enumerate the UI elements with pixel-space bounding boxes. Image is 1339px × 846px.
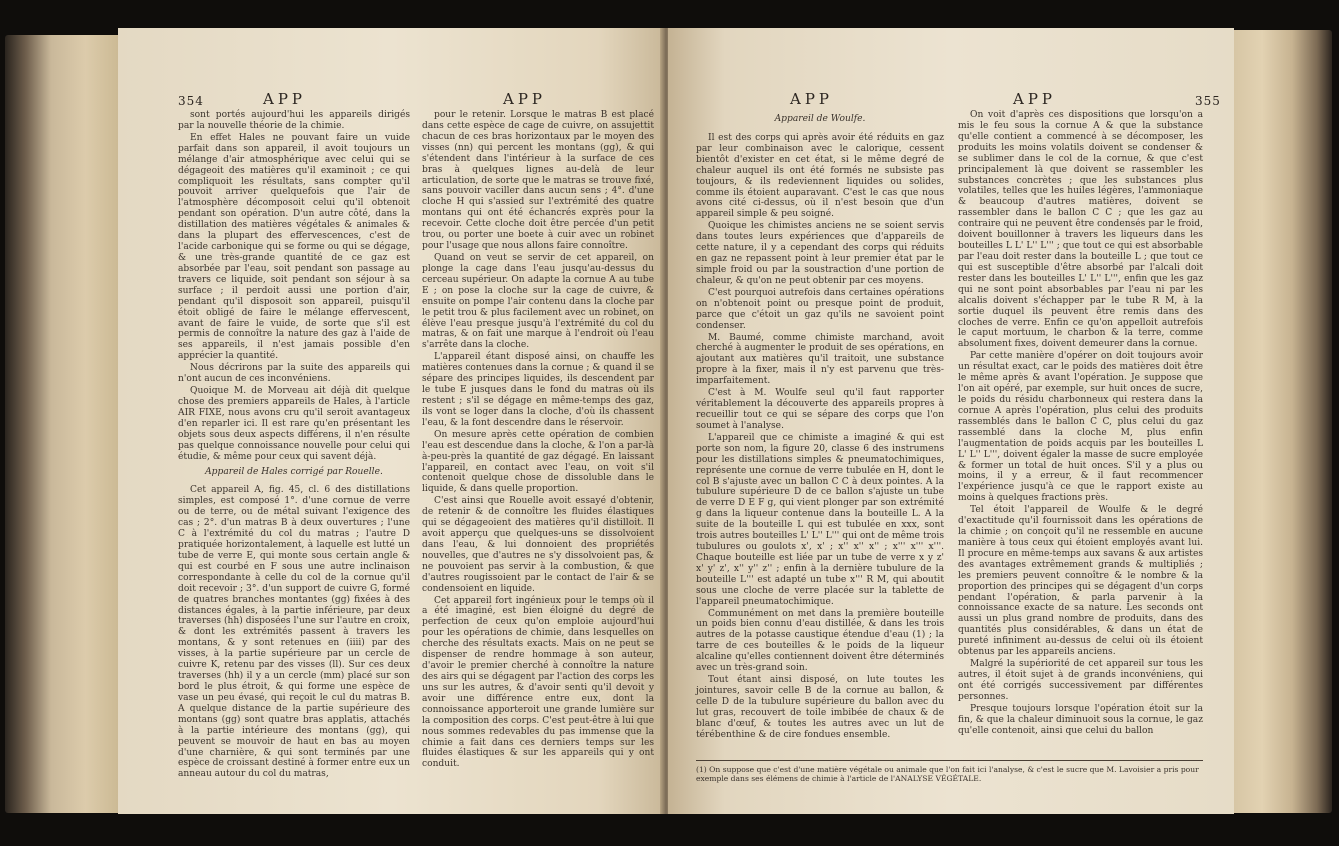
paragraph: Cet appareil A, fig. 45, cl. 6 des distillations simples, est composé 1°. d'une cornue de verre ou de terre, ou de métal suivant l'exigence des cas ; 2°. d'un matras B à deux ouvertures ; l'une C à l'extrémité du col du matras ; l'autre D pratiquée horizontalement, à laquelle est lutté un tube de verre E, qui monte sous certain angle & qui est courbé en F sous une autre inclinaison correspondante à celle du col de la cornue qu'il doit recevoir ; 3°. d'un support de cuivre G, formé de quatres branches montantes (gg) fixées à des distances égales, à la partie inférieure, par deux traverses (hh) disposées l'une sur l'autre en croix, & dont les extrémités passent à travers les montans, & y sont retenues en (iiii) par des visses, à la partie supérieure par un cercle de cuivre K, retenu par des visses (ll). Sur ces deux traverses (hh) il y a un cercle (mm) placé sur son bord le plus étroit, & qui forme une espèce de vase un peu évasé, qui reçoit le cul du matras B. A quelque distance de la partie supérieure des montans (gg) sont quatre bras applatis, attachés à la partie intérieure des montans (gg), qui peuvent se mouvoir de haut en bas au moyen d'une charnière, & qui sont terminés par une espèce de croissant destiné à former entre eux un anneau autour du col du matras, [178, 485, 410, 780]
paragraph: C'est pourquoi autrefois dans certaines opérations on n'obtenoit point ou presque point de produit, parce que c'étoit un gaz qu'ils ne savoient point condenser. [696, 287, 944, 331]
page-number-left: 354 [178, 94, 204, 108]
left-page-column-2 [422, 110, 654, 771]
running-header-right-1: APP [790, 90, 834, 108]
paragraph: C'est à M. Woulfe seul qu'il faut rapporter véritablement la découverte des appareils propres à recueillir tout ce qui se sépare des corps que l'on soumet à l'analyse. [696, 388, 944, 431]
running-header-left-2: APP [503, 90, 547, 108]
paragraph: C'est ainsi que Rouelle avoit essayé d'obtenir, de retenir & de connoître les fluides élastiques qui se dégageoient des matières qu'il distilloit. Il avoit apperçu que quelques-uns se dissolvoient dans l'eau, & lui donnoient des propriétés nouvelles, que d'autres ne s'y dissolvoient pas, & ne pouvoient pas servir à la combustion, & que d'autres rougissoient par le contact de l'air & se condensoient en liquide. [422, 496, 654, 594]
left-page-column-1 [178, 110, 410, 781]
page-number-right: 355 [1195, 94, 1221, 108]
footnote-block [696, 754, 1203, 784]
footnote-rule [696, 760, 1203, 761]
paragraph: Nous décrirons par la suite des appareils qui n'ont aucun de ces inconvéniens. [178, 363, 410, 385]
paragraph: Quoique les chimistes anciens ne se soient servis dans toutes leurs expériences que d'appareils de cette nature, il y a cependant des corps qui réduits en gaz ne repassent point à leur premier état par le simple froid ou par la soustraction d'une portion de chaleur, & qu'on ne peut obtenir par ces moyens. [696, 221, 944, 286]
paragraph: Quand on veut se servir de cet appareil, on plonge la cage dans l'eau jusqu'au-dessus du cerceau supérieur. On adapte la cornue A au tube E ; on pose la cloche sur la cage de cuivre, & ensuite on pompe l'air contenu dans la cloche par le petit trou & plus facilement avec un robinet, on élève l'eau presque jusqu'à l'extrémité du col du matras, & on fait une marque à l'endroit où l'eau s'arrête dans la cloche. [422, 252, 654, 351]
paragraph: Tout étant ainsi disposé, on lute toutes les jointures, savoir celle B de la cornue au ballon, & celle D de la tubulure supérieure du ballon avec du lut gras, recouvert de toile imbibée de chaux & de blanc d'œuf, & toutes les autres avec un lut de térébenthine & de cire fondues ensemble. [696, 675, 944, 740]
paragraph: Tel étoit l'appareil de Woulfe & le degré d'exactitude qu'il fournissoit dans les opérations de la chimie ; on conçoit qu'il ne ressemble en aucune manière à tous ceux qui étoient employés avant lui. Il procure en même-temps aux savans & aux artistes des avantages extrêmement grands & multipliés ; les premiers peuvent connoître & le nombre & la proportion des principes qui se dégagent d'un corps pendant l'opération, & parla parvenir à la connoissance exacte de sa nature. Les seconds ont aussi un plus grand nombre de produits, dans des quantités plus considérables, & dans un état de pureté infiniment au-dessus de celui où ils étoient obtenus par les appareils anciens. [958, 505, 1203, 658]
paragraph: Par cette manière d'opérer on doit toujours avoir un résultat exact, car le poids des matières doit être le même après & avant l'opération. Je suppose que l'on ait opéré, par exemple, sur huit onces de sucre, le poids du résidu charbonneux qui restera dans la cornue A après l'opération, plus celui des produits rassemblés dans le ballon C C, plus celui du gaz rassemblé dans la cloche M, plus enfin l'augmentation de poids acquis par les bouteilles L L' L'' L''', doivent égaler la masse de sucre employée & former un total de huit onces. S'il y a plus ou moins, il y a erreur, & il faut recommencer l'expérience jusqu'à ce que le rapport existe au moins à quelques fractions près. [958, 351, 1203, 504]
running-header-right-2: APP [1013, 90, 1057, 108]
paragraph: En effet Hales ne pouvant faire un vuide parfait dans son appareil, il avoit toujours un mélange d'air atmosphérique avec celui qui se dégageoit des matières qu'il examinoit ; ce qui compliquoit les résultats, sans compter qu'il pouvoit arriver quelquefois que l'air de l'atmosphère décomposoit celui qu'il obtenoit pendant son opération. D'un autre côté, dans la distillation des matières végétales & animales & dans la plupart des effervescences, c'est de l'acide carbonique qui se forme ou qui se dégage, & une très-grande quantité de ce gaz est absorbée par l'eau, soit pendant son passage au travers ce liquide, soit pendant son séjour à sa surface ; il perdoit aussi une portion d'air, pendant qu'il disposoit son appareil, puisqu'il étoit obligé de faire le mélange effervescent, avant de faire le vuide, de sorte que s'il est permis de connoître la nature des gaz à l'aide de ses appareils, il n'est jamais possible d'en apprécier la quantité. [178, 132, 410, 362]
paragraph: Quoique M. de Morveau ait déjà dit quelque chose des premiers appareils de Hales, à l'article AIR FIXE, nous avons cru qu'il seroit avantageux d'en reparler ici. Il est rare qu'en présentant les objets sous deux aspects différens, il n'en résulte pas quelque connoissance nouvelle pour celui qui étudie, & même pour ceux qui savent déjà. [178, 386, 410, 462]
left-page [118, 28, 664, 814]
right-page-column-1 [696, 110, 944, 742]
right-page-column-2 [958, 110, 1203, 738]
paragraph: Il est des corps qui après avoir été réduits en gaz par leur combinaison avec le calorique, cessent bientôt d'exister en cet état, si le même degré de chaleur auquel ils ont été formés ne subsiste pas toujours, & ils redeviennent liquides ou solides, comme ils étoient auparavant. C'est le cas que nous avons cité ci-dessus, où il n'est besoin que d'un appareil simple & peu soigné. [696, 132, 944, 220]
paragraph: On mesure après cette opération de combien l'eau est descendue dans la cloche, & l'on a par-là à-peu-près la quantité de gaz dégagé. En laissant l'appareil, en contact avec l'eau, on voit s'il contenoit quelque chose de dissoluble dans le liquide, & dans quelle proportion. [422, 429, 654, 495]
right-page-edges [1232, 30, 1332, 813]
section-heading: Appareil de Hales corrigé par Rouelle. [205, 466, 383, 477]
paragraph: M. Baumé, comme chimiste marchand, avoit cherché à augmenter le produit de ses opérations, en ajoutant aux matières qu'il traitoit, une substance propre à la fixer, mais il n'y est parvenu que très-imparfaitement. [696, 332, 944, 387]
paragraph: L'appareil étant disposé ainsi, on chauffe les matières contenues dans la cornue ; & quand il se sépare des principes liquides, ils descendent par le tube E jusques dans le fond du matras où ils restent ; s'il se dégage en même-temps des gaz, ils vont se loger dans la cloche, d'où ils chassent l'eau, & la font descendre dans le réservoir. [422, 352, 654, 428]
paragraph: sont portés aujourd'hui les appareils dirigés par la nouvelle théorie de la chimie. [178, 110, 410, 131]
paragraph: Cet appareil fort ingénieux pour le temps où il a été imaginé, est bien éloigné du degré de perfection de ceux qu'on emploie aujourd'hui pour les opérations de chimie, dans lesquelles on cherche des résultats exacts. Mais on ne peut se dispenser de rendre hommage à son auteur, d'avoir le premier cherché à connoître la nature des airs qui se dégagent par l'action des corps les uns sur les autres, & d'avoir senti qu'il devoit y avoir une différence entre eux, dont la connoissance apporteroit une grande lumière sur la composition des corps. C'est peut-être à lui que nous sommes redevables du pas immense que la chimie a fait dans ces derniers temps sur les fluides élastiques & sur les appareils qui y ont conduit. [422, 595, 654, 770]
paragraph: Presque toujours lorsque l'opération étoit sur la fin, & que la chaleur diminuoit sous la cornue, le gaz qu'elle contenoit, ainsi que celui du ballon [958, 703, 1203, 736]
section-heading: Appareil de Woulfe. [774, 114, 866, 124]
left-page-edges [5, 35, 120, 813]
running-header-left-1: APP [263, 90, 307, 108]
footnote: (1) On suppose que c'est d'une matière végétale ou animale que l'on fait ici l'analyse, & c'est le sucre que M. Lavoisier a pris pour exemple dans ses élémens de chimie à l'article de l'ANALYSE VÉGÉTALE. [696, 765, 1199, 784]
paragraph: L'appareil que ce chimiste a imaginé & qui est porte son nom, la figure 20, classe 6 des instrumens pour les distillations simples & pneumatochimiques, représente une cornue de verre tubulée en H, dont le col B s'ajuste avec un ballon C C à deux pointes. A la tubulure supérieure D de ce ballon s'ajuste un tube de verre D E F g, qui vient plonger par son extrémité g dans la liqueur contenue dans la bouteille L. A la suite de la bouteille L qui est tubulée en xxx, sont trois autres bouteilles L' L'' L''' qui ont de même trois tubulures ou goulots x', x' ; x'' x'' x'' ; x''' x''' x'''. Chaque bouteille est liée par un tube de verre x y z' x' y' z', x'' y'' z'' ; enfin à la dernière tubulure de la bouteille L''' est adapté un tube x''' R M, qui aboutit sous une cloche de verre placée sur la tablette de l'appareil pneumatochimique. [696, 432, 944, 607]
paragraph: Communément on met dans la première bouteille un poids bien connu d'eau distillée, & dans les trois autres de la potasse caustique étendue d'eau (1) ; la tarre de ces bouteilles & le poids de la liqueur alcaline qu'elles contiennent doivent être déterminés avec un très-grand soin. [696, 608, 944, 674]
right-page [668, 28, 1234, 814]
paragraph: pour le retenir. Lorsque le matras B est placé dans cette espèce de cage de cuivre, on assujettit chacun de ces bras horizontaux par le moyen des visses (nn) qui percent les montans (gg), & qui s'étendent dans l'intérieur à la surface de ces bras à quelques lignes au-delà de leur articulation, de sorte que le matras se trouve fixé, sans pouvoir vaciller dans aucun sens ; 4°. d'une cloche H qui s'assied sur l'extrémité des quatre montans qui ont été échancrés exprès pour la recevoir. Cette cloche doit être percée d'un petit trou, ou porter une boete à cuir avec un robinet pour l'usage que nous allons faire connoître. [422, 110, 654, 252]
paragraph: On voit d'après ces dispositions que lorsqu'on a mis le feu sous la cornue A & que la substance qu'elle contient a commencé à se décomposer, les produits les moins volatils doivent se condenser & se sublimer dans le col de la cornue, & que c'est principalement là que doivent se rassembler les substances concrètes ; que les substances plus volatiles, telles que les huiles légères, l'ammoniaque & beaucoup d'autres matières, doivent se rassembler dans le ballon C C ; que les gaz au contraire qui ne peuvent être condensés par le froid, doivent bouillonner à travers les liqueurs dans les bouteilles L L' L'' L''' ; que tout ce qui est absorbable par l'eau doit rester dans la bouteille L ; que tout ce qui est susceptible d'être absorbé par l'alcali doit rester dans les bouteilles L' L'' L''', enfin que les gaz qui ne sont point absorbables par l'eau ni par les alcalis doivent s'échapper par le tube R M, à la sortie duquel ils peuvent être remis dans des cloches de verre. Enfin ce qu'on appelloit autrefois le caput mortuum, le charbon & la terre, comme absolument fixes, doivent demeurer dans la cornue. [958, 110, 1203, 350]
paragraph: Malgré la supériorité de cet appareil sur tous les autres, il étoit sujet à de grands inconvéniens, qui ont été corrigés successivement par différentes personnes. [958, 659, 1203, 702]
